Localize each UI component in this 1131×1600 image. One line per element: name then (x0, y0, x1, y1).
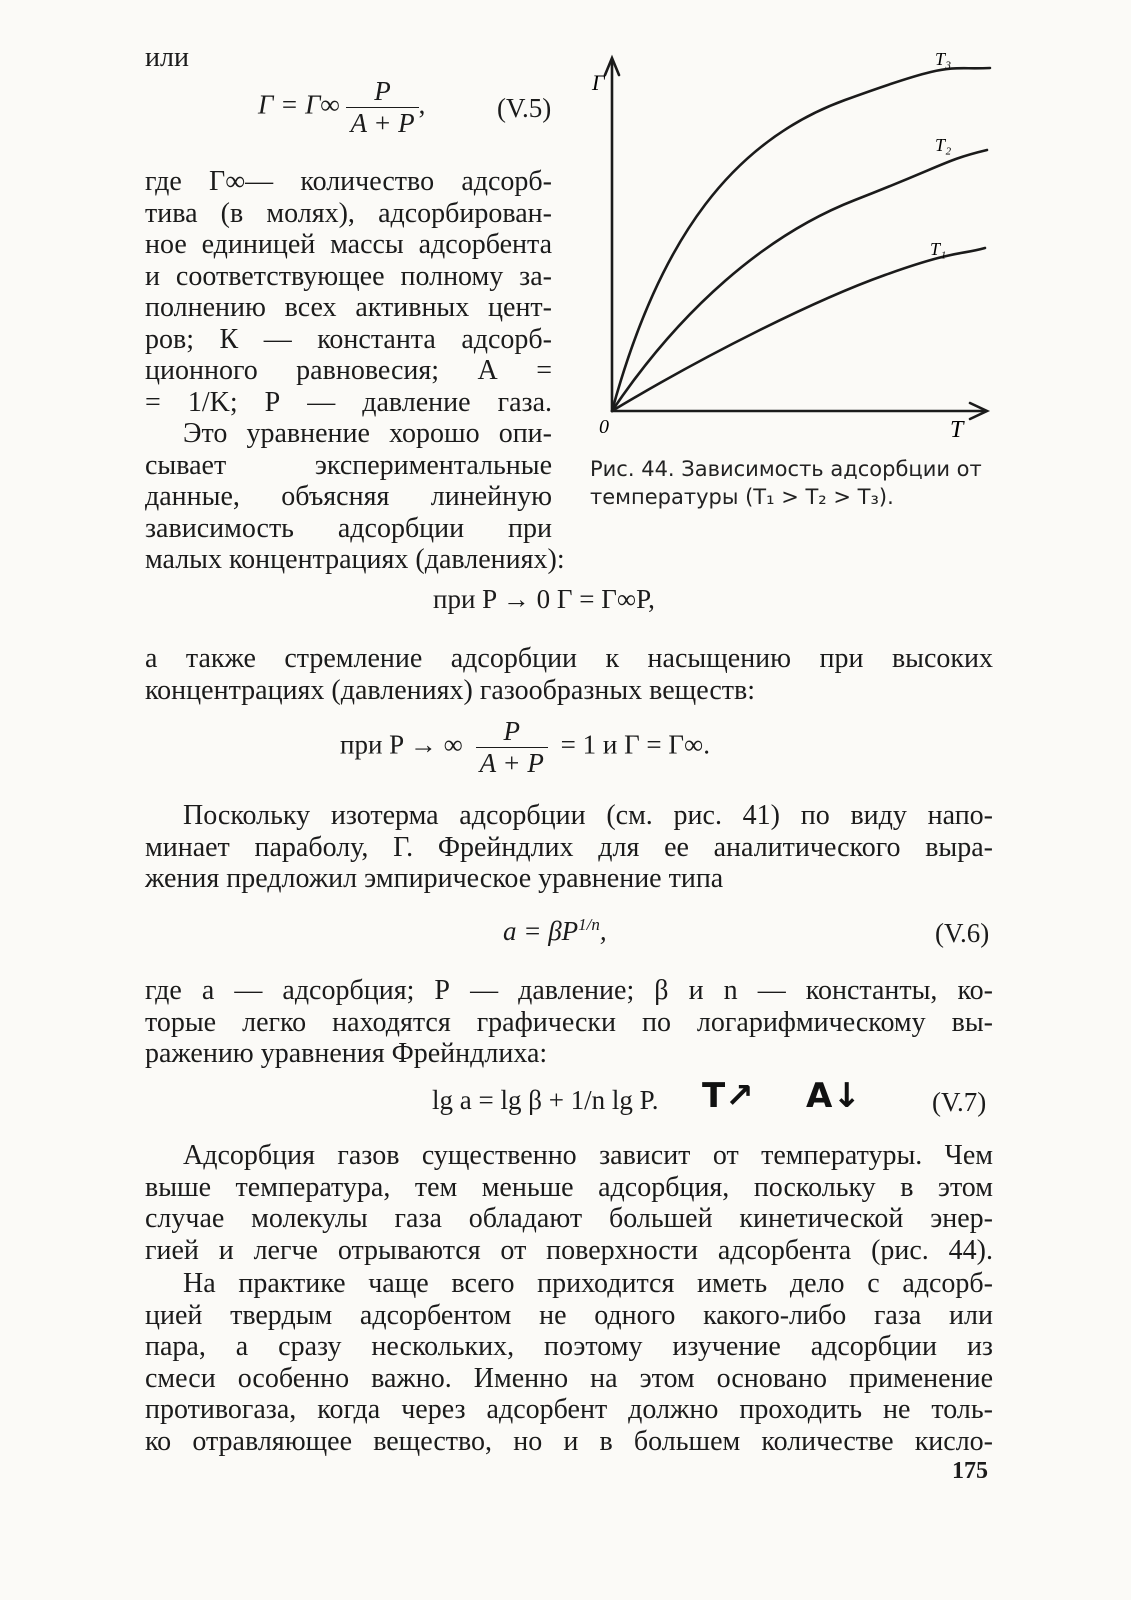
equation-v7: lg a = lg β + 1/n lg P. (432, 1085, 659, 1115)
text-line: минает параболу, Г. Фрейндлих для ее аналитического выра- (145, 831, 993, 863)
paragraph-5 (145, 975, 993, 1070)
limit-equation-2 (340, 716, 710, 779)
figure-caption-line-2: температуры (T₁ > T₂ > T₃). (590, 485, 894, 509)
text-line: ко отравляющее вещество, но и в большем количестве кисло- (145, 1425, 993, 1457)
lim2-denominator: A + P (476, 747, 548, 779)
figure-caption-line-1: Рис. 44. Зависимость адсорбции от (590, 457, 982, 481)
text-line: случае молекулы газа обладают большей кинетической энер- (145, 1203, 993, 1234)
word-ili: или (145, 42, 189, 73)
text-line: жения предложил эмпирическое уравнение типа (145, 863, 724, 894)
equation-v5-number: (V.5) (497, 93, 552, 123)
v5-tail: , (418, 89, 426, 120)
equation-v6-number: (V.6) (935, 918, 990, 948)
text-line: данные, объясняя линейную (145, 481, 552, 512)
equation-v6 (503, 915, 607, 947)
text-line: а также стремление адсорбции к насыщению при высоких (145, 643, 993, 674)
curve-t2 (612, 150, 987, 411)
text-line: = 1/K; Р — давление газа. (145, 386, 552, 418)
text-line: Поскольку изотерма адсорбции (см. рис. 41) по виду напо- (183, 800, 993, 831)
curve-t1 (612, 248, 985, 411)
paragraph-6 (145, 1140, 993, 1266)
v5-denominator: A + P (346, 107, 418, 139)
text-line: тива (в молях), адсорбирован- (145, 197, 552, 229)
paragraph-7 (145, 1268, 993, 1457)
text-line: полнению всех активных цент- (145, 292, 552, 323)
figure-44-chart (585, 45, 1005, 445)
handwritten-note-adsorption: A↓ (806, 1076, 861, 1116)
v6-exponent: 1/n (578, 915, 600, 934)
v6-tail: , (599, 916, 607, 946)
limit-equation-1: при P → 0 Г = Г∞P, (433, 584, 655, 614)
lim2-numerator: P (503, 716, 521, 746)
origin-label: 0 (599, 416, 609, 438)
lim2-fraction (476, 716, 548, 779)
v5-lhs: Г = Г∞ (258, 89, 340, 120)
paragraph-1 (145, 166, 552, 418)
text-line: малых концентрациях (давлениях): (145, 544, 565, 575)
paragraph-3 (145, 643, 993, 706)
equation-v7-number: (V.7) (932, 1087, 987, 1117)
text-line: торые легко находятся графически по логарифмическому вы- (145, 1006, 993, 1038)
text-line: ное единицей массы адсорбента (145, 229, 552, 260)
text-line: где Г∞— количество адсорб- (145, 166, 552, 197)
paragraph-4 (145, 800, 993, 895)
text-line: противогаза, когда через адсорбент должно проходить не толь- (145, 1394, 993, 1425)
v5-numerator: P (374, 76, 391, 106)
lim2-suffix: = 1 и Г = Г∞. (560, 729, 711, 760)
text-line: и соответствующее полному за- (145, 260, 552, 292)
text-line: цией твердым адсорбентом не одного какого-либо газа или (145, 1299, 993, 1331)
text-line: Это уравнение хорошо опи- (183, 418, 552, 449)
text-line: ражению уравнения Фрейндлиха: (145, 1038, 548, 1069)
text-line: На практике чаще всего приходится иметь дело с адсорб- (183, 1268, 993, 1299)
lim2-prefix: при P → ∞ (340, 729, 463, 760)
text-line: пара, а сразу нескольких, поэтому изучение адсорбции из (145, 1331, 993, 1362)
y-axis-label: Г (592, 70, 605, 95)
v5-fraction (346, 76, 418, 139)
text-line: выше температура, тем меньше адсорбция, поскольку в этом (145, 1171, 993, 1203)
text-line: Адсорбция газов существенно зависит от температуры. Чем (183, 1140, 993, 1171)
text-line: концентрациях (давлениях) газообразных веществ: (145, 674, 756, 706)
page-number: 175 (952, 1458, 988, 1484)
text-line: сывает экспериментальные (145, 449, 552, 481)
text-line: гией и легче отрываются от поверхности адсорбента (рис. 44). (145, 1234, 993, 1266)
handwritten-note-temperature: T↗ (702, 1076, 754, 1116)
curve-label-t1: T₁ (930, 239, 947, 259)
x-axis-label: T (950, 417, 964, 443)
curve-label-t2: T₂ (935, 135, 952, 155)
curve-label-t3: T₃ (935, 49, 952, 69)
paragraph-2 (145, 418, 552, 544)
text-line: где а — адсорбция; Р — давление; β и n — константы, ко- (145, 975, 993, 1006)
equation-v5 (258, 76, 425, 139)
v6-body: a = βP (503, 916, 579, 946)
text-line: зависимость адсорбции при (145, 512, 552, 544)
text-line: смеси особенно важно. Именно на этом основано применение (145, 1362, 993, 1394)
text-line: ров; К — константа адсорб- (145, 323, 552, 355)
text-line: ционного равновесия; А = (145, 355, 552, 386)
